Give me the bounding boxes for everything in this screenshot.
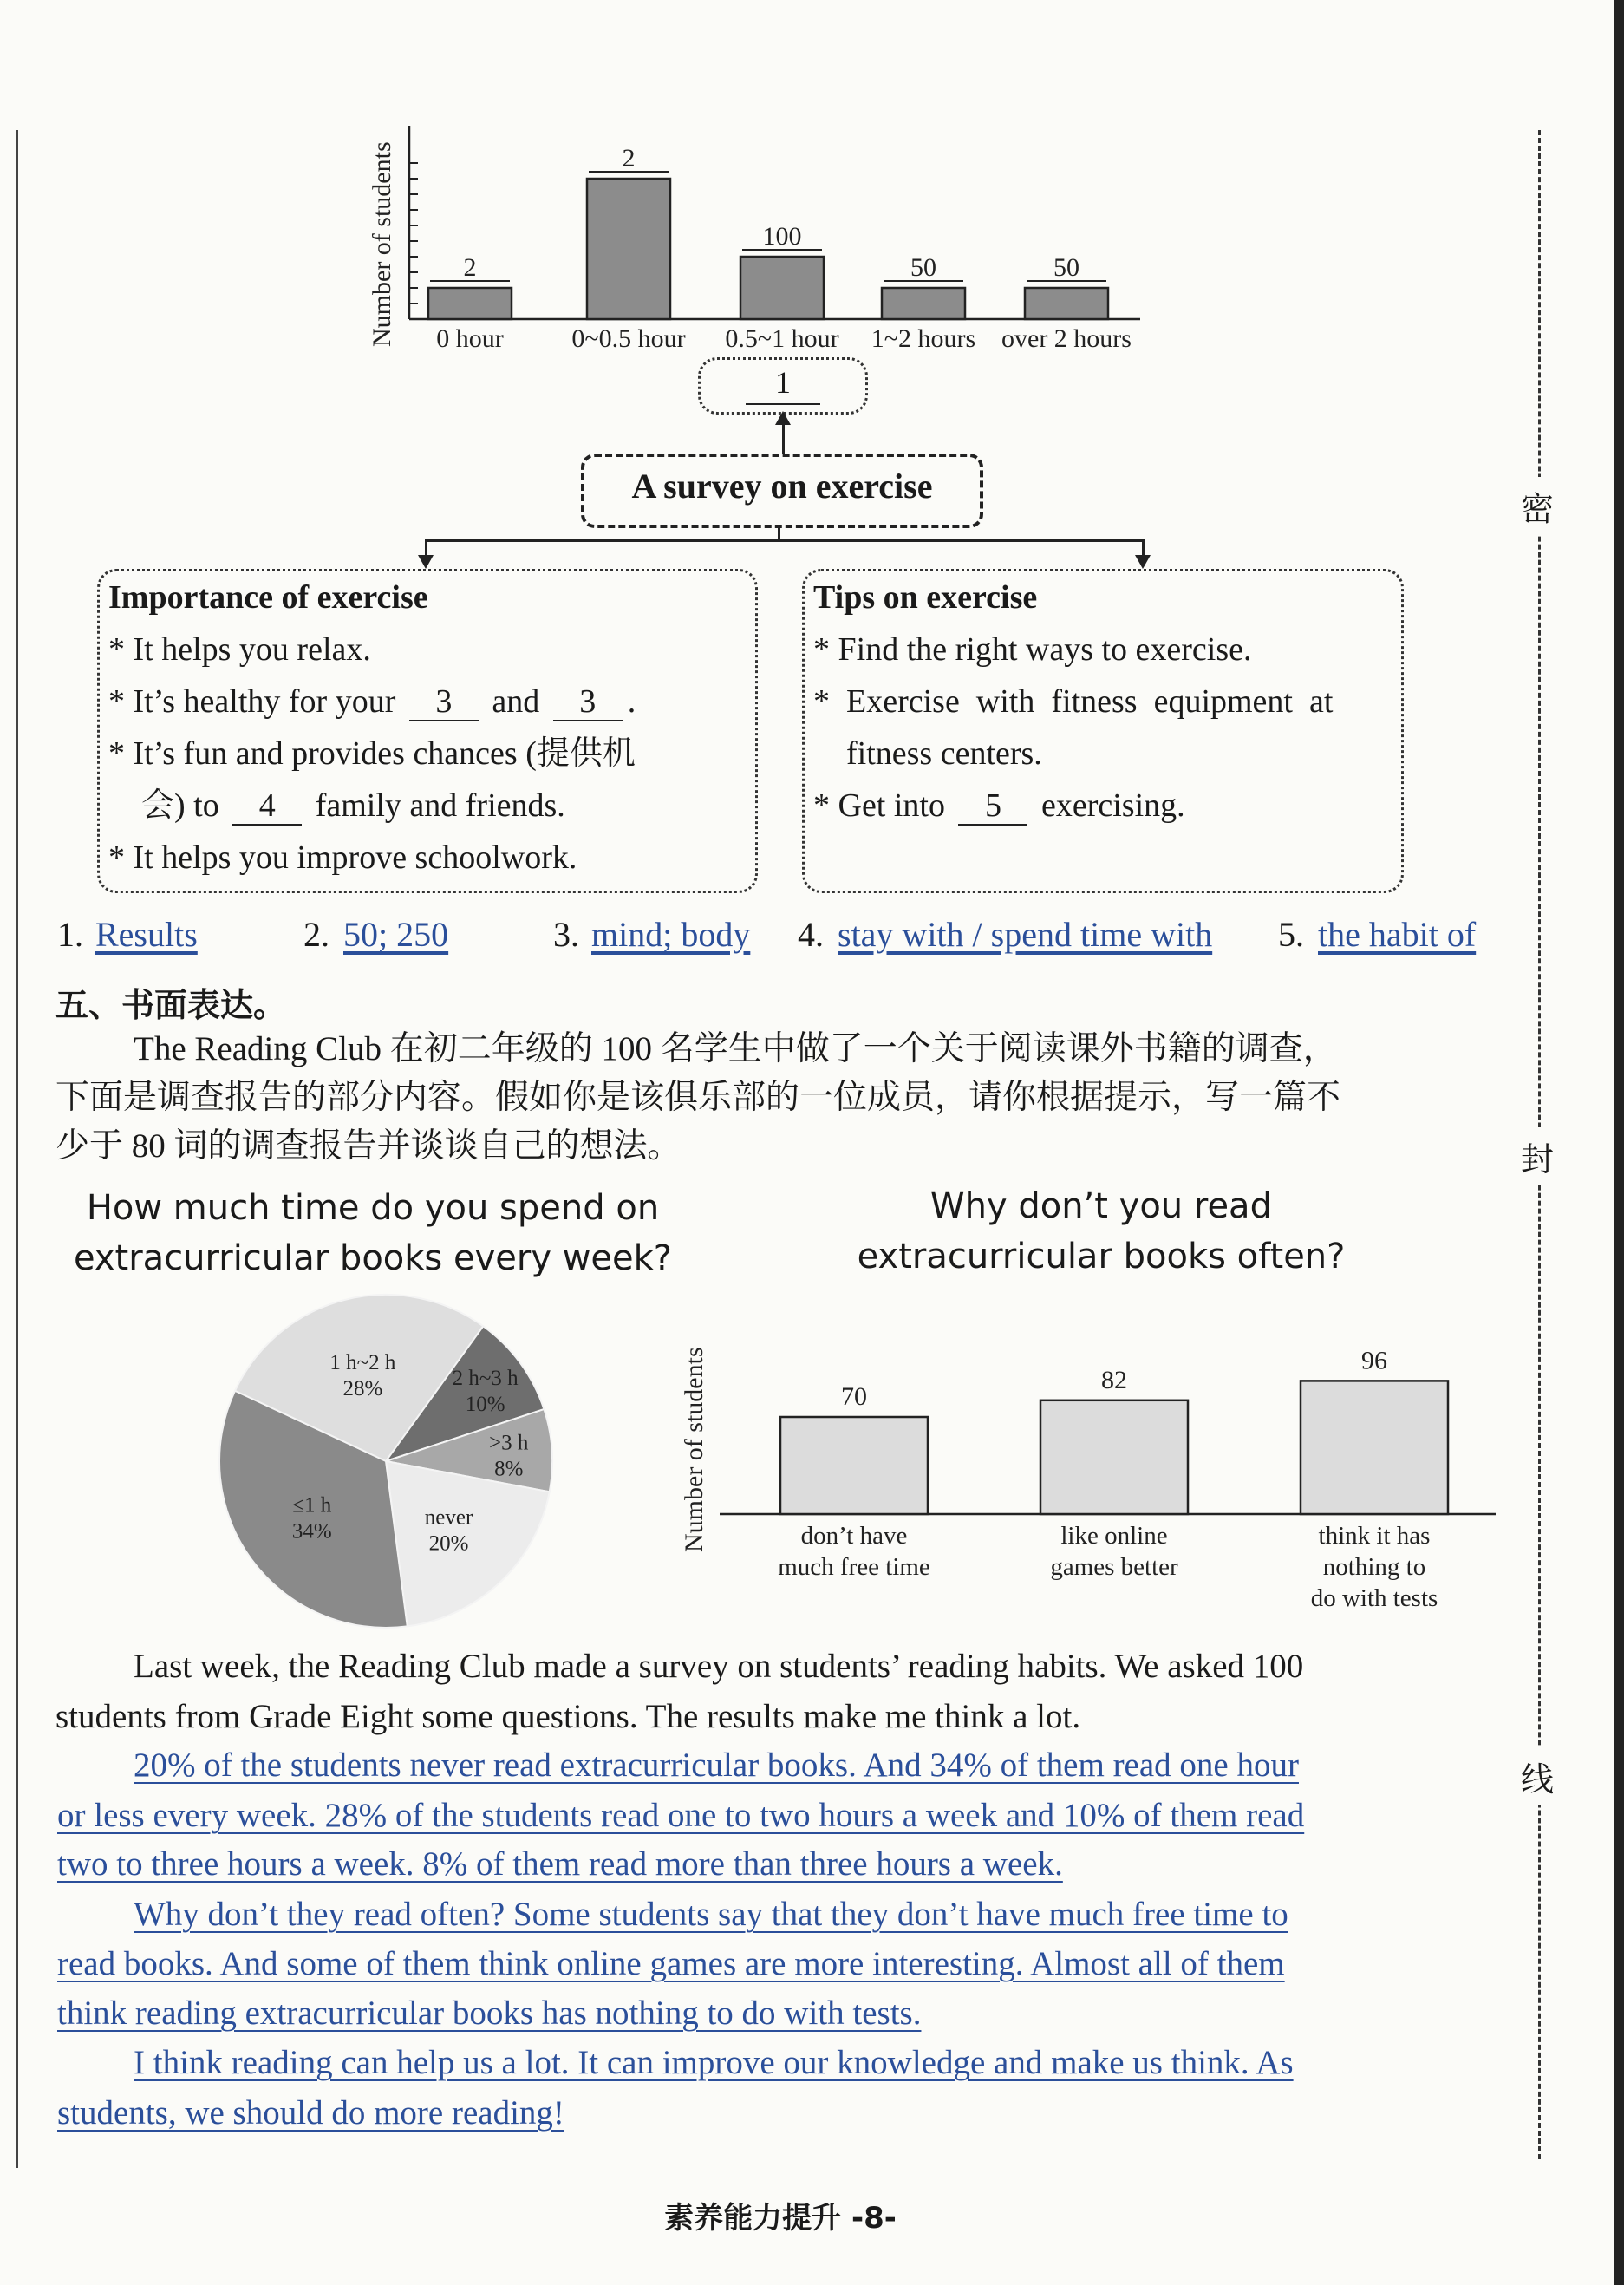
tips-line-4: [813, 780, 1185, 832]
bar2-value-label: 70: [841, 1382, 867, 1411]
top-bar-chart: [364, 95, 1162, 364]
tips-line-2: * Exercise with fitness equipment at: [813, 683, 1334, 720]
section-heading: 五、书面表达。: [55, 986, 287, 1024]
top-chart-blank-label: 50: [1053, 253, 1079, 282]
prompt-line-3: 少于 80 词的调查报告并谈谈自己的想法。: [55, 1127, 682, 1165]
top-chart-bar: [428, 288, 512, 319]
top-chart-bar: [1025, 288, 1108, 319]
importance-line-4b: family and friends.: [315, 787, 565, 824]
pie-slice-label: >3 h: [489, 1431, 529, 1455]
answer-1: Results: [95, 915, 198, 954]
connector-horizontal: [425, 539, 1145, 542]
binding-label-mi: 密: [1521, 477, 1554, 535]
top-chart-category-label: 0~0.5 hour: [571, 324, 686, 353]
bar2-category-label: much free time: [778, 1553, 930, 1581]
bar2-title-1: Why don’t you read: [930, 1186, 1272, 1226]
blank-5: 5: [958, 789, 1027, 826]
survey-title-blank-box: [698, 357, 868, 415]
answer-3: mind; body: [591, 915, 751, 954]
tips-line-3: fitness centers.: [846, 735, 1042, 772]
top-chart-bar: [882, 288, 965, 319]
essay-intro-2: students from Grade Eight some questions. The results make me think a lot.: [55, 1698, 1081, 1735]
pie-slice-percent: 8%: [494, 1457, 524, 1481]
bar2-category-label: do with tests: [1310, 1584, 1438, 1612]
pie-slice-label: ≤1 h: [292, 1493, 332, 1518]
top-chart-category-label: 0 hour: [436, 324, 504, 353]
importance-title: Importance of exercise: [108, 579, 428, 616]
essay-para2-line1: Why don’t they read often? Some students say that they don’t have much free time to: [134, 1896, 1288, 1933]
bar2-title-2: extracurricular books often?: [857, 1237, 1346, 1276]
answer-5: the habit of: [1318, 915, 1477, 954]
arrow-right-head: [1135, 555, 1151, 569]
bar2-value-label: 82: [1101, 1365, 1127, 1394]
top-chart-category-label: 0.5~1 hour: [725, 324, 839, 353]
importance-box: [97, 569, 758, 893]
answers-row: [57, 914, 1531, 966]
pie-slice-label: never: [424, 1505, 473, 1530]
pie-slice-percent: 10%: [465, 1393, 505, 1417]
top-chart-category-label: over 2 hours: [1001, 324, 1132, 353]
arrow-up-head: [775, 411, 791, 425]
top-chart-bar: [587, 179, 670, 319]
tips-line-4a: * Get into: [813, 787, 945, 824]
left-margin-rule: [16, 130, 18, 2168]
bar2-bar: [1040, 1400, 1188, 1514]
bar2-bar: [780, 1417, 928, 1514]
answer-4: stay with / spend time with: [838, 915, 1213, 954]
binding-label-feng: 封: [1521, 1127, 1554, 1185]
pie-slice-percent: 34%: [291, 1519, 332, 1544]
tips-box: [802, 569, 1404, 893]
top-chart-category-label: 1~2 hours: [871, 324, 976, 353]
importance-line-2: [108, 676, 636, 728]
prompt-line-1: The Reading Club 在初二年级的 100 名学生中做了一个关于阅读课外书籍的调查，: [134, 1030, 1337, 1067]
bar2-category-label: games better: [1050, 1553, 1178, 1581]
page-footer: 素养能力提升 -8-: [664, 2201, 897, 2236]
bar2-category-label: don’t have: [800, 1522, 908, 1550]
bar2-category-label: think it has: [1318, 1522, 1431, 1550]
essay-para2-line3: think reading extracurricular books has nothing to do with tests.: [57, 1994, 922, 2032]
answer-2-num: 2.: [303, 915, 329, 954]
answer-1-num: 1.: [57, 915, 83, 954]
pie-chart: [208, 1292, 572, 1639]
top-chart-blank-label: 2: [463, 253, 477, 282]
top-chart-blank-label: 50: [910, 253, 936, 282]
arrow-up-line: [782, 420, 785, 454]
importance-line-4a: 会) to: [141, 787, 219, 824]
tips-title: Tips on exercise: [813, 579, 1038, 616]
top-chart-blank-label: 100: [762, 222, 802, 251]
reading-reasons-bar-chart: [668, 1301, 1500, 1622]
answer-5-num: 5.: [1278, 915, 1304, 954]
importance-line-2a: * It’s healthy for your: [108, 683, 396, 720]
importance-line-1: * It helps you relax.: [108, 631, 371, 668]
top-chart-blank-label: 2: [622, 144, 636, 173]
bar2-bar: [1301, 1381, 1448, 1514]
center-topic: A survey on exercise: [631, 467, 933, 506]
bar2-y-label: Number of students: [680, 1347, 708, 1552]
tips-line-4b: exercising.: [1040, 787, 1185, 824]
blank-3b: 3: [553, 685, 623, 721]
bar2-category-label: nothing to: [1322, 1553, 1426, 1581]
bar2-category-label: like online: [1060, 1522, 1168, 1550]
top-chart-y-label: Number of students: [368, 141, 396, 347]
importance-line-3: * It’s fun and provides chances (提供机: [108, 735, 636, 772]
prompt-line-2: 下面是调查报告的部分内容。假如你是该俱乐部的一位成员，请你根据提示，写一篇不: [55, 1079, 1341, 1116]
arrow-left-head: [418, 555, 434, 569]
essay-para3-line2: students, we should do more reading!: [57, 2094, 564, 2132]
pie-slice-label: 2 h~3 h: [452, 1367, 519, 1391]
pie-title-2: extracurricular books every week?: [73, 1238, 673, 1278]
answer-2: 50; 250: [343, 915, 449, 954]
center-topic-box: [581, 454, 983, 528]
importance-line-5: * It helps you improve schoolwork.: [108, 839, 577, 876]
pie-slice-percent: 20%: [428, 1531, 469, 1556]
bar2-value-label: 96: [1361, 1346, 1387, 1375]
importance-line-2c: .: [627, 683, 636, 720]
importance-line-2b: and: [492, 683, 540, 720]
blank-1: 1: [746, 362, 820, 405]
essay-para2-line2: read books. And some of them think online games are more interesting. Almost all of them: [57, 1945, 1285, 1982]
pie-slice-percent: 28%: [342, 1376, 383, 1400]
essay-para1-line1: 20% of the students never read extracurricular books. And 34% of them read one hour: [134, 1746, 1299, 1784]
answer-3-num: 3.: [553, 915, 579, 954]
top-chart-bar: [740, 257, 824, 319]
blank-4: 4: [232, 789, 302, 826]
tips-line-1: * Find the right ways to exercise.: [813, 631, 1252, 668]
binding-label-xian: 线: [1521, 1747, 1554, 1805]
essay-para1-line2: or less every week. 28% of the students read one to two hours a week and 10% of them read: [57, 1797, 1305, 1834]
essay-para3-line1: I think reading can help us a lot. It can improve our knowledge and make us think. As: [134, 2044, 1294, 2081]
right-edge-strip: [1614, 0, 1624, 2285]
importance-line-4: [141, 780, 565, 832]
pie-title-1: How much time do you spend on: [86, 1188, 660, 1228]
answer-4-num: 4.: [798, 915, 824, 954]
pie-slice-label: 1 h~2 h: [329, 1350, 396, 1374]
blank-3a: 3: [409, 685, 479, 721]
essay-intro-1: Last week, the Reading Club made a survey on students’ reading habits. We asked 100: [134, 1648, 1304, 1685]
essay-para1-line3: two to three hours a week. 8% of them read more than three hours a week.: [57, 1845, 1063, 1883]
